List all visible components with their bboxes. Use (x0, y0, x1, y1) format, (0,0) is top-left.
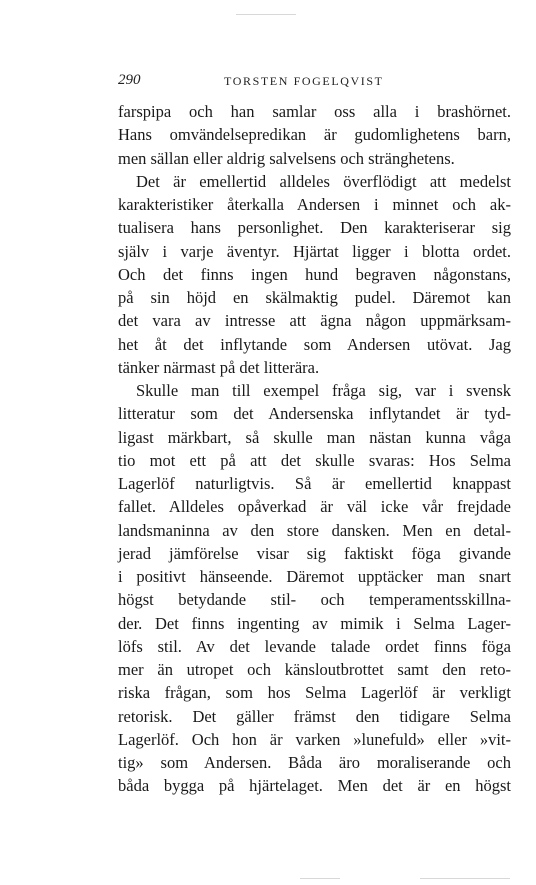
text-line: högst betydande stil- och temperamentsskillna- (118, 590, 511, 610)
running-head: TORSTEN FOGELQVIST (224, 74, 384, 88)
text-line: Hans omvändelsepredikan är gudomlighetens barn, (118, 125, 511, 145)
scan-speck (420, 878, 510, 879)
text-line: båda bygga på hjärtelaget. Men det är en högst (118, 776, 511, 796)
text-line: landsmaninna av den store dansken. Men en detal- (118, 520, 511, 540)
body-text (118, 100, 511, 798)
text-line: det vara av intresse att ägna någon uppmärksam- (118, 311, 511, 331)
text-line: tig» som Andersen. Båda äro moraliserande och (118, 753, 511, 772)
text-line: karakteristiker återkalla Andersen i minnet och ak- (118, 195, 511, 214)
text-line: själv i varje äventyr. Hjärtat ligger i blotta ordet. (118, 241, 511, 261)
text-line: litteratur som det Andersenska inflytandet är tyd- (118, 404, 511, 424)
scan-speck (236, 14, 296, 15)
text-line: het åt det inflytande som Andersen utövat. Jag (118, 334, 511, 354)
page-header (118, 72, 511, 92)
text-line: tänker närmast på det litterära. (118, 357, 320, 377)
scan-speck (300, 878, 340, 879)
text-line: Skulle man till exempel fråga sig, var i svensk (136, 381, 511, 400)
text-line: tualisera hans personlighet. Den karakteriserar sig (118, 218, 511, 238)
text-line: der. Det finns ingenting av mimik i Selma Lager- (118, 613, 511, 633)
text-line: riska frågan, som hos Selma Lagerlöf är verkligt (118, 683, 511, 703)
text-line: Lagerlöf naturligtvis. Så är emellertid knappast (118, 474, 511, 493)
text-line: ligast märkbart, så skulle man nästan kunna våga (118, 427, 511, 447)
page-number: 290 (118, 72, 141, 88)
text-line: men sällan eller aldrig salvelsens och stränghetens. (118, 148, 455, 168)
text-line: retorisk. Det gäller främst den tidigare Selma (118, 706, 511, 726)
text-line: tio mot ett på att det skulle svaras: Hos Selma (118, 450, 511, 470)
text-line: fallet. Alldeles opåverkad är väl icke vår frejdade (118, 497, 511, 517)
text-line: Det är emellertid alldeles överflödigt att medelst (136, 171, 511, 191)
text-line: på sin höjd en skälmaktig pudel. Däremot kan (118, 288, 511, 307)
text-line: mer än utropet och känsloutbrottet samt den reto- (118, 660, 511, 679)
text-line: Lagerlöf. Och hon är varken »lunefuld» eller »vit- (118, 729, 511, 749)
text-line: Och det finns ingen hund begraven någonstans, (118, 264, 511, 284)
text-line: jerad jämförelse visar sig faktiskt föga givande (118, 543, 511, 563)
text-line: löfs stil. Av det levande talade ordet finns föga (118, 636, 511, 656)
text-line: farspipa och han samlar oss alla i brashörnet. (118, 102, 511, 121)
text-line: i positivt hänseende. Däremot upptäcker man snart (118, 567, 511, 586)
